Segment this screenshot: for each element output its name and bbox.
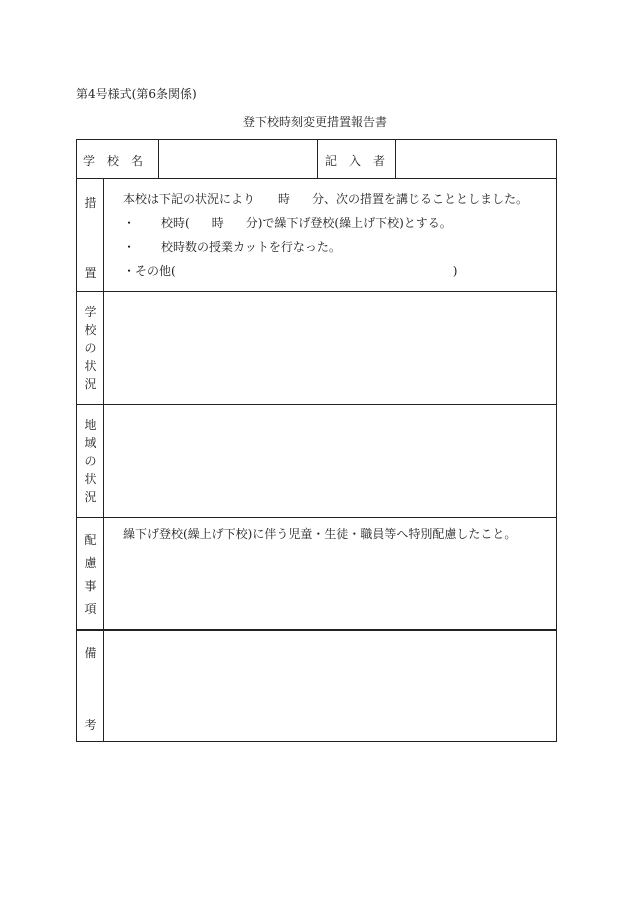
form-number: 第4号様式(第6条関係) <box>76 87 197 101</box>
page-title: 登下校時刻変更措置報告書 <box>242 115 387 129</box>
row-divider <box>77 517 556 518</box>
measures-label: 措 置 <box>84 196 97 280</box>
remarks-field[interactable] <box>107 635 551 737</box>
consideration-text: 繰下げ登校(繰上げ下校)に伴う児童・生徒・職員等へ特別配慮したこと。 <box>123 527 517 541</box>
school-name-label: 学 校 名 <box>83 154 144 168</box>
remarks-label: 備 考 <box>84 646 97 732</box>
area-status-field[interactable] <box>107 408 551 512</box>
recorder-field[interactable] <box>403 152 551 170</box>
area-status-label: 地 域 の 状 況 <box>84 418 97 504</box>
measures-line-2: ・ 校時( 時 分)で繰下げ登校(繰上げ下校)とする。 <box>123 216 452 230</box>
measures-line-3: ・ 校時数の授業カットを行なった。 <box>123 240 341 254</box>
row-divider <box>77 404 556 405</box>
col-divider <box>395 140 396 178</box>
school-status-label: 学 校 の 状 況 <box>84 305 97 391</box>
row-divider <box>77 178 556 179</box>
measures-line-4: ・その他( ) <box>123 264 458 278</box>
row-divider-thick <box>77 629 556 631</box>
col-divider <box>158 140 159 178</box>
report-form-table <box>76 139 557 742</box>
measures-line-1: 本校は下記の状況により 時 分、次の措置を講じることとしました。 <box>123 192 529 206</box>
school-name-field[interactable] <box>167 152 312 170</box>
row-divider <box>77 291 556 292</box>
consideration-label: 配 慮 事 項 <box>84 533 97 616</box>
recorder-label: 記 入 者 <box>325 154 386 168</box>
school-status-field[interactable] <box>107 295 551 399</box>
col-divider <box>317 140 318 178</box>
